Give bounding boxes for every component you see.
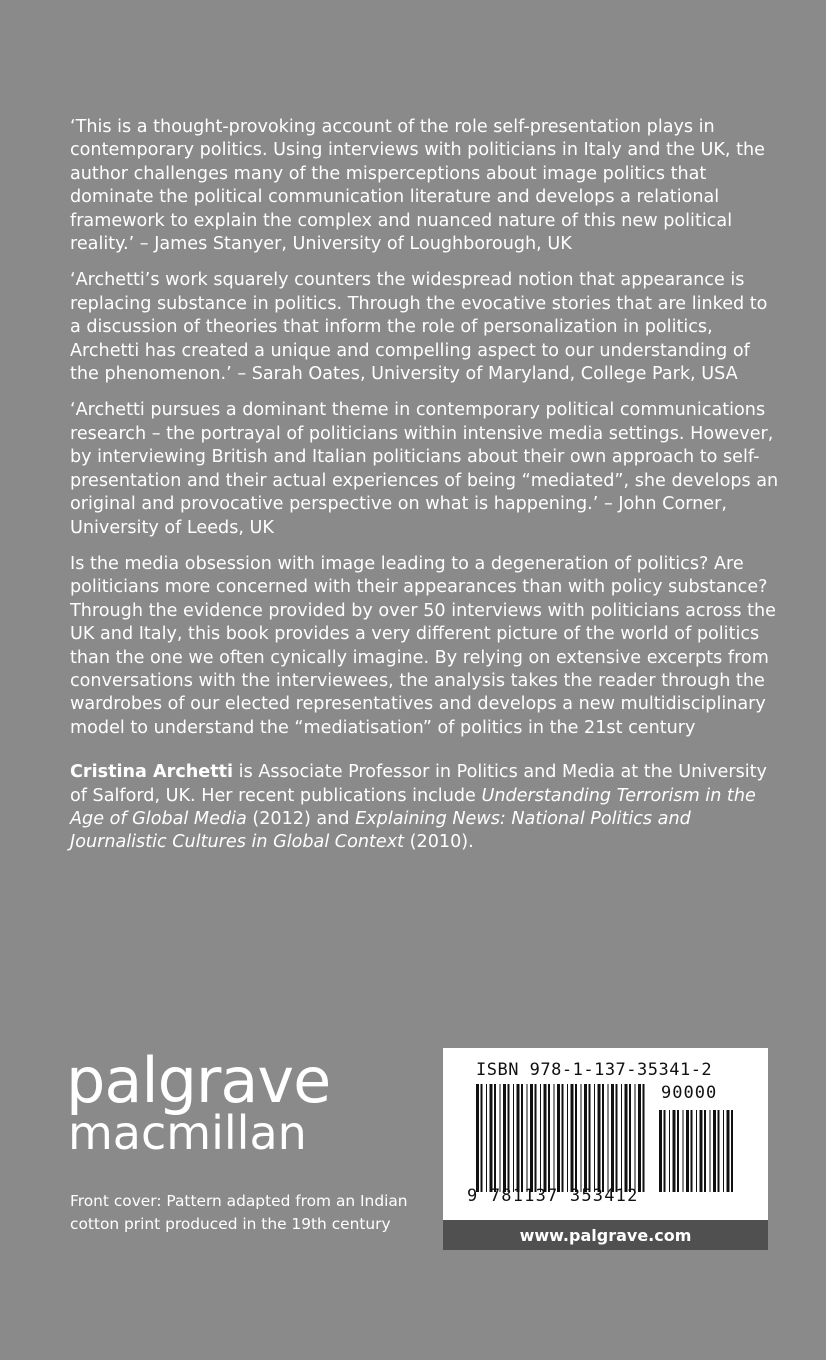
addon-number: 90000 xyxy=(661,1083,718,1103)
ean-number: 9 781137 353412 xyxy=(467,1186,639,1206)
review-quote-2: ‘Archetti’s work squarely counters the widespread notion that appearance is replacing substance in politics. Through the evocative stories that are linked to a discussion of theories that inform the role of personalization in politics, Archetti has created a unique and compelling aspect to our understanding of the phenomenon.’ – Sarah Oates, University of Maryland, College Park, USA xyxy=(70,270,768,385)
barcode-stripe xyxy=(629,1084,631,1192)
barcode-stripe xyxy=(683,1110,684,1192)
addon-barcode xyxy=(659,1110,737,1192)
logo-macmillan: macmillan xyxy=(68,1106,307,1160)
barcode-stripe xyxy=(638,1084,641,1192)
barcode-stripe xyxy=(677,1110,679,1192)
barcode-stripe xyxy=(517,1084,520,1192)
barcode-stripe xyxy=(621,1084,622,1192)
barcode-stripe xyxy=(540,1084,541,1192)
author-name: Cristina Archetti xyxy=(70,762,234,783)
barcode-stripe xyxy=(571,1084,574,1192)
barcode-stripe xyxy=(723,1110,724,1192)
barcode-stripe xyxy=(625,1084,628,1192)
barcode-stripe xyxy=(659,1110,662,1192)
back-cover-text xyxy=(70,116,782,868)
barcode-stripe xyxy=(562,1084,564,1192)
barcode-stripe xyxy=(611,1084,614,1192)
publisher-logo xyxy=(66,1044,331,1160)
barcode-stripe xyxy=(673,1110,676,1192)
barcode-block xyxy=(443,1048,768,1220)
barcode-stripe xyxy=(594,1084,595,1192)
barcode-stripe xyxy=(710,1110,711,1192)
barcode-stripe xyxy=(500,1084,501,1192)
cover-credit: Front cover: Pattern adapted from an Indian cotton print produced in the 19th century xyxy=(70,1192,408,1233)
author-bio xyxy=(70,761,782,855)
review-quote-1: ‘This is a thought-provoking account of the role self-presentation plays in contemporary politics. Using interviews with politicians in Italy and the UK, the author challenges many of the misperceptions about image politics that dominate the political communication literature and develops a relational framework to explain the complex and nuanced nature of this new political reality.’ – James Stanyer, University of Loughborough, UK xyxy=(70,117,765,255)
barcode-stripe xyxy=(557,1084,560,1192)
barcode-stripe xyxy=(490,1084,493,1192)
barcode-stripe xyxy=(535,1084,537,1192)
review-quote-3: ‘Archetti pursues a dominant theme in contemporary political communications research – the portrayal of politicians within intensive media settings. However, by interviewing British and Italian politicians about their own approach to self-presentation and their actual experiences of being “mediated”, she develops an original and provocative perspective on what is happening.’ – John Corner, University of Leeds, UK xyxy=(70,400,779,538)
barcode-stripe xyxy=(718,1110,720,1192)
barcode-stripe xyxy=(544,1084,547,1192)
barcode-stripe xyxy=(700,1110,703,1192)
bio-book-1: Understanding Terrorism in the Age of Global Media xyxy=(70,785,756,829)
barcode-stripe xyxy=(527,1084,528,1192)
bio-text-3: (2010). xyxy=(404,832,474,853)
barcode-stripe xyxy=(584,1084,587,1192)
barcode-stripe xyxy=(598,1084,601,1192)
barcode-stripe xyxy=(664,1110,666,1192)
bio-book-2: Explaining News: National Politics and Journalistic Cultures in Global Context xyxy=(70,808,691,853)
ean-barcode xyxy=(476,1084,648,1192)
barcode-stripe xyxy=(581,1084,582,1192)
barcode-stripe xyxy=(530,1084,533,1192)
barcode-stripe xyxy=(567,1084,568,1192)
barcode-stripe xyxy=(602,1084,604,1192)
isbn-label: ISBN 978-1-137-35341-2 xyxy=(476,1060,713,1080)
barcode-stripe xyxy=(686,1110,689,1192)
bio-text-2: (2012) and xyxy=(246,808,356,829)
barcode-stripe xyxy=(696,1110,697,1192)
barcode-stripe xyxy=(713,1110,716,1192)
barcode-stripe xyxy=(635,1084,636,1192)
bio-text-1: is Associate Professor in Politics and Media at the University of Salford, UK. Her recent publications include xyxy=(70,762,767,806)
publisher-website: www.palgrave.com xyxy=(443,1220,768,1250)
barcode-stripe xyxy=(691,1110,693,1192)
barcode-stripe xyxy=(731,1110,733,1192)
barcode-stripe xyxy=(486,1084,487,1192)
barcode-stripe xyxy=(643,1084,645,1192)
barcode-stripe xyxy=(616,1084,618,1192)
book-description: Is the media obsession with image leading to a degeneration of politics? Are politicians more concerned with their appearances than with policy substance? Through the evidence provided by over 50 interviews with politicians across the UK and Italy, this book provides a very different picture of the world of politics than the one we often cynically imagine. By relying on extensive excerpts from conversations with the interviewees, the analysis takes the reader through the wardrobes of our elected representatives and develops a new multidisciplinary model to understand the “mediatisation” of politics in the 21st century xyxy=(70,553,777,738)
barcode-stripe xyxy=(494,1084,496,1192)
barcode-stripe xyxy=(554,1084,555,1192)
barcode-stripe xyxy=(608,1084,609,1192)
logo-palgrave: palgrave xyxy=(66,1044,331,1117)
barcode-stripe xyxy=(669,1110,670,1192)
barcode-stripe xyxy=(704,1110,706,1192)
barcode-stripe xyxy=(589,1084,591,1192)
barcode-stripe xyxy=(476,1084,479,1192)
barcode-stripe xyxy=(727,1110,730,1192)
barcode-stripe xyxy=(481,1084,483,1192)
barcode-stripe xyxy=(521,1084,523,1192)
barcode-stripe xyxy=(513,1084,514,1192)
barcode-stripe xyxy=(503,1084,506,1192)
barcode-stripe xyxy=(508,1084,510,1192)
barcode-stripe xyxy=(575,1084,577,1192)
barcode-stripe xyxy=(548,1084,550,1192)
